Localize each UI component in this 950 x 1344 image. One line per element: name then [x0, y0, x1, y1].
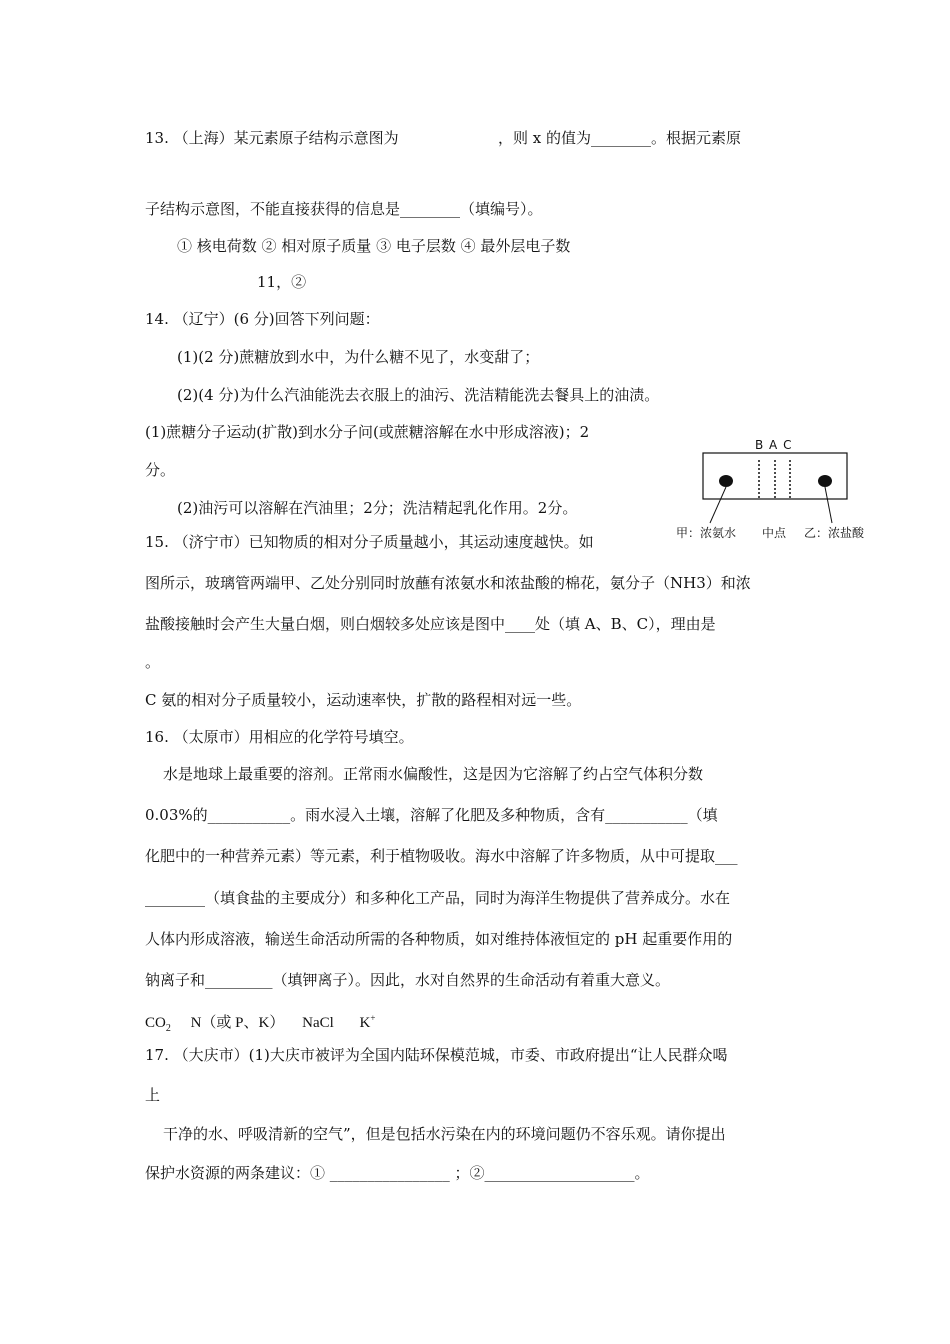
pointer-left: [710, 487, 726, 523]
q13-line1-a: 13. （上海）某元素原子结构示意图为: [145, 129, 399, 147]
cotton-hcl: [818, 475, 832, 487]
q15-line1: 15. （济宁市）已知物质的相对分子质量越小，其运动速度越快。如: [145, 533, 594, 551]
q16-p3: 化肥中的一种营养元素）等元素，利于植物吸收。海水中溶解了许多物质，从中可提取___: [145, 847, 738, 865]
pointer-right: [825, 487, 832, 523]
q15-line3: 盐酸接触时会产生大量白烟，则白烟较多处应该是图中____处（填 A、B、C），理由是: [145, 615, 716, 633]
q17-line2: 上: [145, 1086, 161, 1104]
q17-line4: 保护水资源的两条建议：① ________________ ；②____________________。: [145, 1164, 650, 1182]
label-hcl: 乙：浓盐酸: [804, 526, 865, 540]
q17-line3: 干净的水、呼吸清新的空气”，但是包括水污染在内的环境问题仍不容乐观。请你提出: [163, 1125, 726, 1143]
q16-p6: 钠离子和_________（填钾离子）。因此，水对自然界的生命活动有着重大意义。: [145, 971, 671, 989]
answer-n: N（或 P、K）: [190, 1015, 285, 1031]
label-ammonia: 甲：浓氨水: [676, 526, 737, 540]
q13-line2: 子结构示意图，不能直接获得的信息是________（填编号）。: [145, 200, 543, 218]
q15-answer: C 氨的相对分子质量较小，运动速率快，扩散的路程相对远一些。: [145, 691, 582, 709]
tube-mark-labels: B A C: [755, 438, 793, 452]
q15-line4: 。: [145, 653, 161, 671]
q14-answer1-a: (1)蔗糖分子运动(扩散)到水分子问(或蔗糖溶解在水中形成溶液)；2: [145, 423, 590, 441]
q16-answer: [145, 1008, 375, 1039]
q13-answer: 11，②: [257, 273, 307, 291]
q14-stem: 14. （辽宁）(6 分)回答下列问题：: [145, 310, 380, 328]
q14-answer1-b: 分。: [145, 461, 176, 479]
label-midpoint: 中点: [762, 526, 787, 540]
q15-line2: 图所示，玻璃管两端甲、乙处分别同时放蘸有浓氨水和浓盐酸的棉花，氨分子（NH3）和浓: [145, 574, 751, 592]
answer-nacl: NaCl: [302, 1015, 334, 1031]
q14-answer2: (2)油污可以溶解在汽油里；2分；洗洁精起乳化作用。2分。: [177, 499, 578, 517]
q13-options: ① 核电荷数 ② 相对原子质量 ③ 电子层数 ④ 最外层电子数: [177, 237, 571, 255]
diffusion-tube-diagram: [676, 438, 880, 548]
q14-part1: (1)(2 分)蔗糖放到水中，为什么糖不见了，水变甜了；: [177, 348, 540, 366]
answer-co2: $CO_2$: [145, 1015, 171, 1034]
cotton-ammonia: [719, 475, 733, 487]
q16-p2: 0.03%的___________。雨水浸入土壤，溶解了化肥及多种物质，含有___________（填: [145, 806, 718, 824]
q17-line1: 17. （大庆市）(1)大庆市被评为全国内陆环保模范城，市委、市政府提出“让人民群众喝: [145, 1046, 728, 1064]
q14-part2: (2)(4 分)为什么汽油能洗去衣服上的油污、洗洁精能洗去餐具上的油渍。: [177, 386, 660, 404]
q16-p1: 水是地球上最重要的溶剂。正常雨水偏酸性，这是因为它溶解了约占空气体积分数: [163, 765, 704, 783]
q16-p4: ________（填食盐的主要成分）和多种化工产品，同时为海洋生物提供了营养成分。水在: [145, 889, 731, 907]
q13-line1-b: ，则 x 的值为________。根据元素原: [498, 129, 741, 147]
q16-p5: 人体内形成溶液，输送生命活动所需的各种物质，如对维持体液恒定的 pH 起重要作用的: [145, 930, 733, 948]
answer-k-ion: K+: [359, 1013, 376, 1031]
q16-stem: 16. （太原市）用相应的化学符号填空。: [145, 728, 414, 746]
